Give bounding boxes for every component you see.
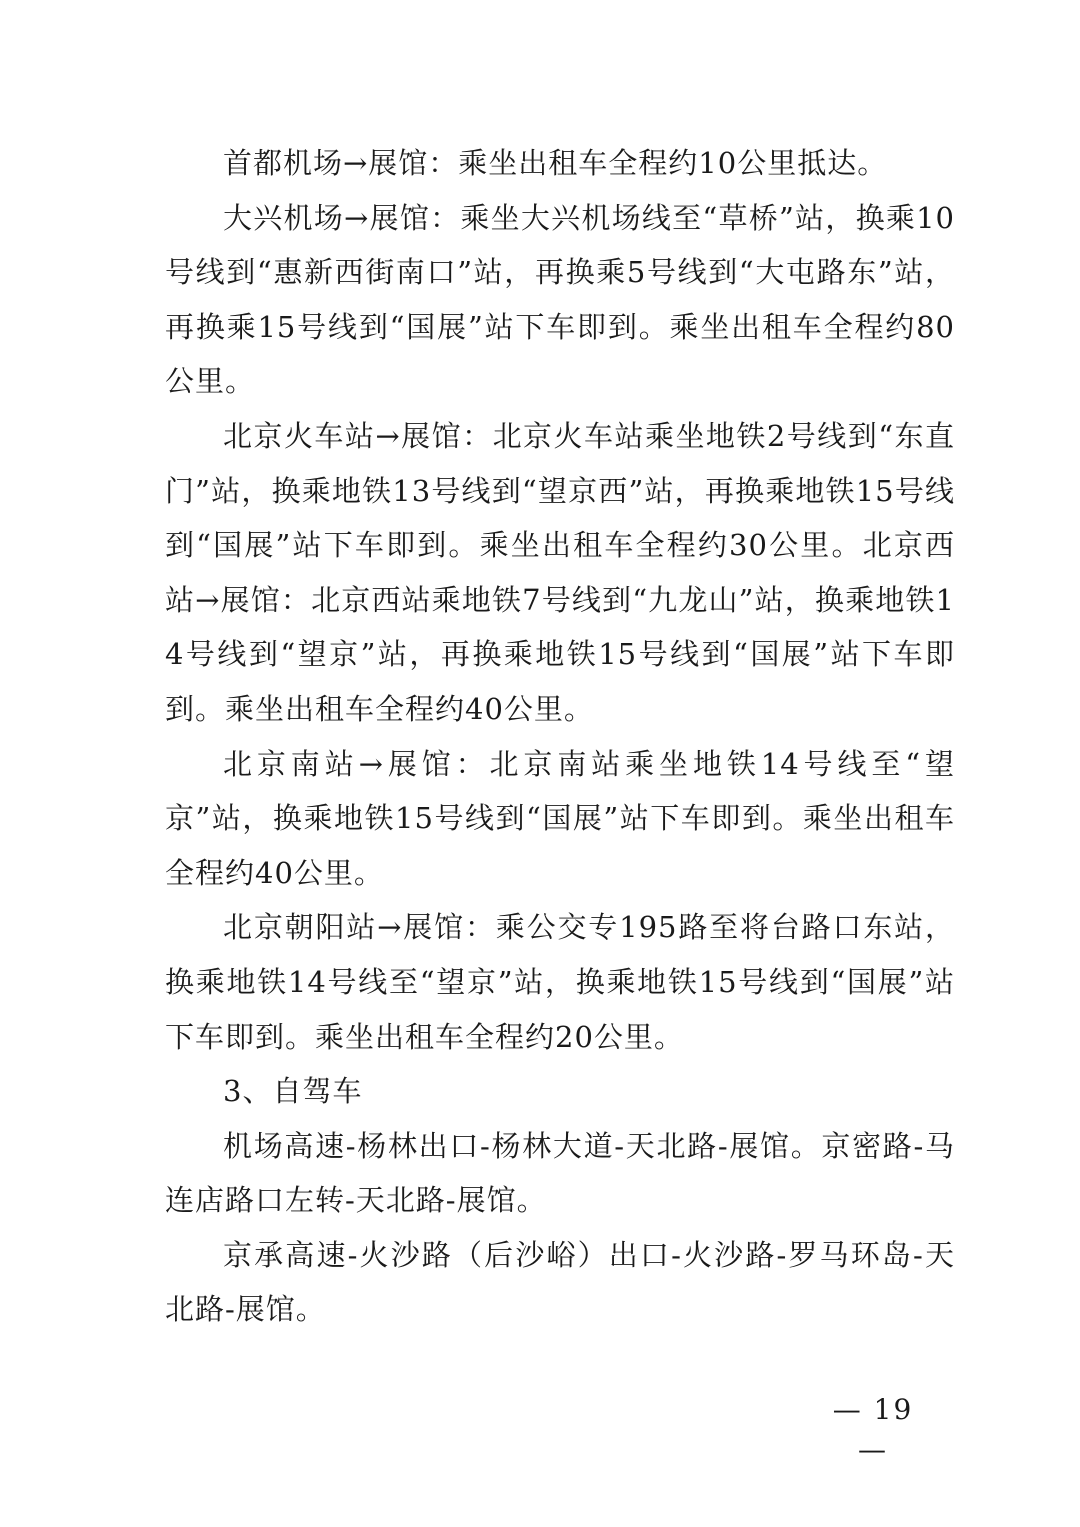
paragraph-beijing-chaoyang-station: 北京朝阳站→展馆：乘公交专195路至将台路口东站，换乘地铁14号线至“望京”站，换乘地铁15号线到“国展”站下车即到。乘坐出租车全程约20公里。 — [165, 910, 955, 1054]
paragraph-daxing-airport: 大兴机场→展馆：乘坐大兴机场线至“草桥”站，换乘10号线到“惠新西街南口”站，再换乘5号线到“大屯路东”站，再换乘15号线到“国展”站下车即到。乘坐出租车全程约80公里。 — [165, 200, 955, 399]
paragraph-beijing-south-station: 北京南站→展馆：北京南站乘坐地铁14号线至“望京”站，换乘地铁15号线到“国展”站下车即到。乘坐出租车全程约40公里。 — [165, 746, 955, 890]
paragraph-capital-airport: 首都机场→展馆：乘坐出租车全程约10公里抵达。 — [223, 146, 888, 180]
paragraph-driving-route-airport-expressway: 机场高速-杨林出口-杨林大道-天北路-展馆。京密路-马连店路口左转-天北路-展馆。 — [165, 1128, 955, 1218]
document-body — [165, 136, 955, 1337]
paragraph-beijing-railway-and-west-station: 北京火车站→展馆：北京火车站乘坐地铁2号线到“东直门”站，换乘地铁13号线到“望京西”站，再换乘地铁15号线到“国展”站下车即到。乘坐出租车全程约30公里。北京西站→展馆：北京西站乘地铁7号线到“九龙山”站，换乘地铁14号线到“望京”站，再换乘地铁15号线到“国展”站下车即到。乘坐出租车全程约40公里。 — [165, 418, 955, 726]
page-number: — 19 — — [832, 1393, 914, 1466]
section-heading-self-driving: 3、自驾车 — [223, 1074, 363, 1109]
paragraph-driving-route-jingcheng-expressway: 京承高速-火沙路（后沙峪）出口-火沙路-罗马环岛-天北路-展馆。 — [165, 1237, 955, 1327]
